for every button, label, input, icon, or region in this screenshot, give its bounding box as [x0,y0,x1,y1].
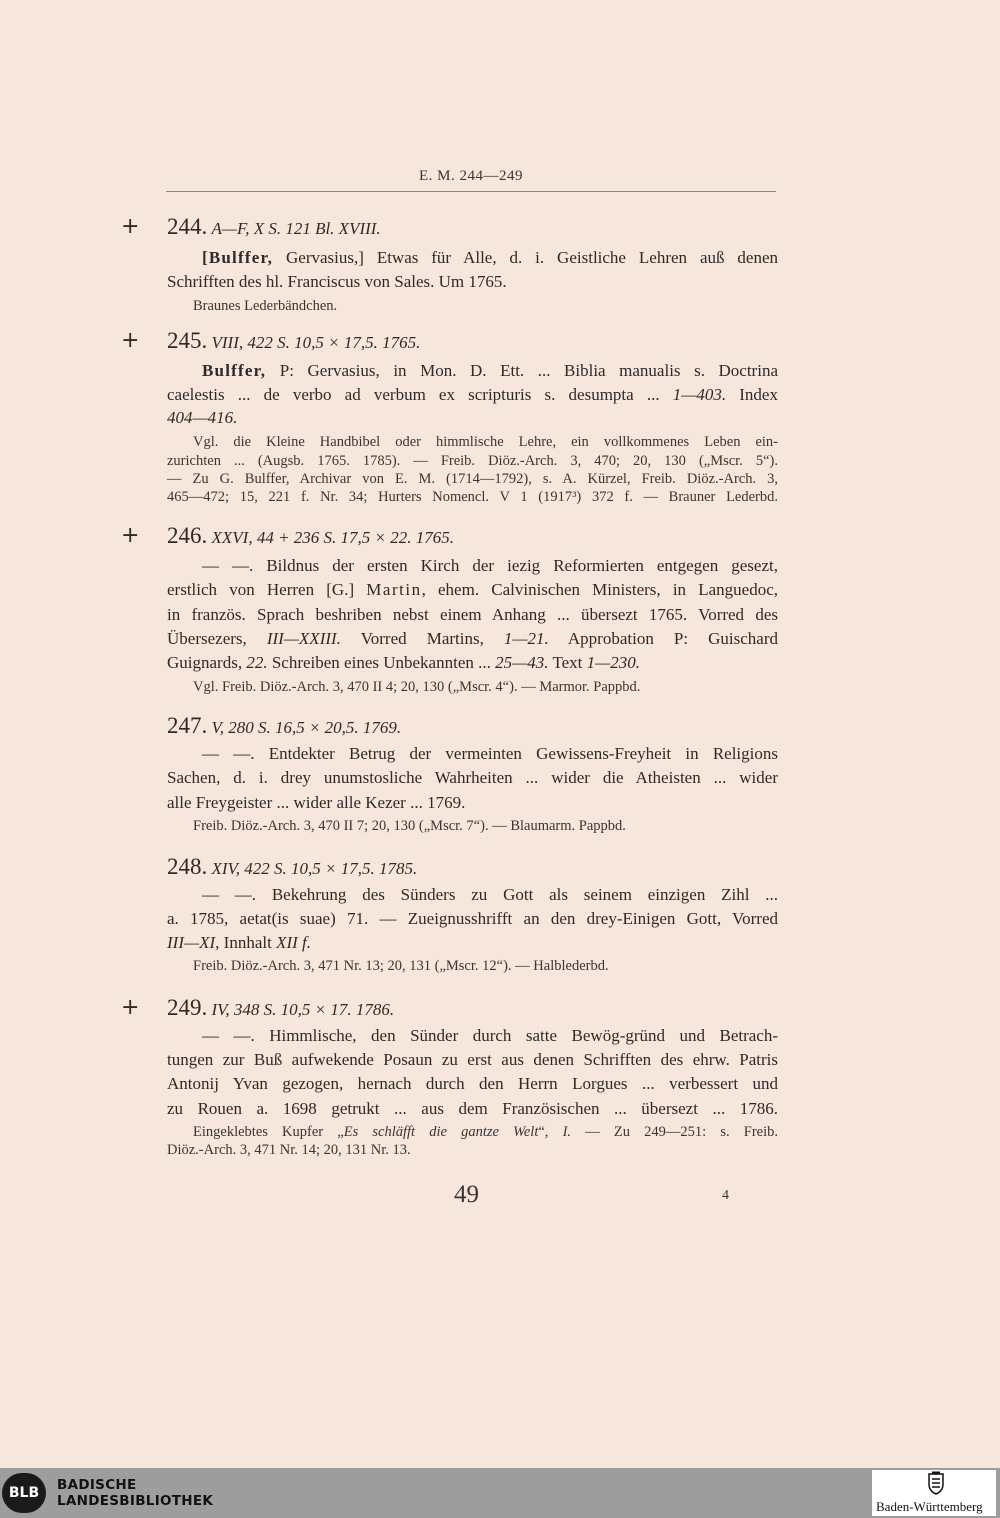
entry-text-line [167,653,778,673]
plus-mark: + [121,328,140,353]
page-range: 1—230. [586,653,641,672]
entry-note: Diöz.-Arch. 3, 471 Nr. 14; 20, 131 Nr. 13. [167,1142,411,1158]
entry-text-segment: Übersezers, [167,629,267,648]
entry-text-line [167,408,778,428]
entry-note: Vgl. Freib. Diöz.-Arch. 3, 470 II 4; 20, 130 („Mscr. 4“). — Marmor. Pappbd. [193,679,641,695]
entry-collation: IV, 348 S. 10,5 × 17. 1786. [211,1000,395,1019]
entry-note: zurichten ... (Augsb. 1765. 1785). — Freib. Diöz.-Arch. 3, 470; 20, 130 („Mscr. 5“). [167,453,778,469]
page-range: III—XXIII. [266,629,341,648]
entry-text-line [167,933,778,953]
entry-note [193,1124,778,1141]
header-rule [166,191,776,192]
entry-heading-248 [167,854,417,880]
entry-text-line: — —. Bildnus der ersten Kirch der iezig Reformierten entgegen gesezt, [202,556,778,575]
signature-mark: 4 [722,1188,729,1203]
entry-number: 249. [167,995,208,1020]
entry-text-line: — —. Bekehrung des Sünders zu Gott als seinem einzigen Zihl ... [202,885,778,904]
page-range: XII f. [276,933,311,952]
entry-text-segment: Guignards, [167,653,247,672]
library-name-line1: BADISCHE [57,1477,137,1493]
entry-text-line: tungen zur Buß aufwekende Posaun zu erst aus denen Schrifften des ehrw. Patris [167,1050,778,1069]
person-name: Martin [366,580,422,599]
entry-text-segment: Gervasius,] Etwas für Alle, d. i. Geistliche Lehren auß denen [273,248,778,267]
entry-heading-244 [167,214,381,240]
entry-text-line: — —. Himmlische, den Sünder durch satte Bewög-gründ und Betrach- [202,1026,778,1045]
page-range: 404—416. [167,408,238,427]
page-range: 1—403. [672,385,727,404]
entry-heading-245 [167,328,420,354]
entry-collation: V, 280 S. 16,5 × 20,5. 1769. [211,718,402,737]
state-name: Baden-Württemberg [876,1499,983,1514]
entry-text-line: — —. Entdekter Betrug der vermeinten Gewissens-Freyheit in Religions [202,744,778,763]
entry-text-segment: Innhalt [219,933,277,952]
entry-text-line: a. 1785, aetat(is suae) 71. — Zueignusshrifft an den drey-Einigen Gott, Vorred [167,909,778,928]
entry-text-segment: Approbation P: Guischard [548,629,778,648]
page-range: I. [562,1124,572,1140]
page-range: 25—43. [495,653,549,672]
entry-text-segment: erstlich von Herren [G.] [167,580,367,599]
entry-text-segment: caelestis ... de verbo ad verbum ex scripturis s. desumpta ... [167,385,673,404]
entry-text-segment: , ehem. Calvinischen Ministers, in Languedoc, [421,580,779,599]
entry-text-line [202,361,778,381]
entry-heading-247 [167,713,401,739]
entry-note: Vgl. die Kleine Handbibel oder himmlische Lehre, ein vollkommenes Leben ein- [193,434,778,450]
entry-text-line: Antonij Yvan gezogen, hernach durch den Herrn Lorgues ... verbessert und [167,1074,778,1093]
entry-text-line [167,629,778,649]
engraving-title: Es schläfft die gantze Welt [343,1124,539,1140]
entry-text-segment: — Zu 249—251: s. Freib. [571,1124,778,1140]
author-name: Bulffer, [202,361,267,380]
author-name: [Bulffer, [202,248,274,267]
entry-text-line: in französ. Sprach beshriben nebst einem Anhang ... übersezt 1765. Vorred des [167,605,778,624]
entry-number: 246. [167,523,208,548]
entry-note: 465—472; 15, 221 f. Nr. 34; Hurters Nomencl. V 1 (1917³) 372 f. — Brauner Lederbd. [167,489,778,505]
entry-note: Braunes Lederbändchen. [193,298,338,314]
entry-note: — Zu G. Bulffer, Archivar von E. M. (1714—1792), s. A. Kürzel, Freib. Diöz.-Arch. 3, [167,471,778,487]
entry-heading-246 [167,523,454,549]
entry-text-segment: Eingeklebtes Kupfer „ [193,1124,344,1140]
entry-text-line [167,385,778,405]
coat-of-arms-icon [926,1471,946,1495]
entry-text-segment: Text [548,653,587,672]
entry-collation: A—F, X S. 121 Bl. XVIII. [211,219,381,238]
entry-text-line [167,580,778,600]
plus-mark: + [121,995,140,1020]
entry-text-line [202,248,778,268]
blb-logo[interactable]: BLB [2,1473,46,1513]
running-head: E. M. 244—249 [419,168,523,184]
entry-text-segment: Vorred Martins, [340,629,504,648]
library-name-line2: LANDESBIBLIOTHEK [57,1493,214,1509]
plus-mark: + [121,523,140,548]
entry-text-segment: Index [726,385,778,404]
entry-note: Freib. Diöz.-Arch. 3, 471 Nr. 13; 20, 131 („Mscr. 12“). — Halblederbd. [193,958,609,974]
page-number: 49 [454,1181,479,1208]
page-range: III—XI, [167,933,220,952]
entry-number: 248. [167,854,208,879]
entry-text-line: alle Freygeister ... wider alle Kezer ... 1769. [167,793,466,812]
entry-text-segment: P: Gervasius, in Mon. D. Ett. ... Biblia manualis s. Doctrina [266,361,778,380]
plus-mark: + [121,214,140,239]
entry-text-segment: “, [538,1124,563,1140]
entry-text-line: Sachen, d. i. drey unumstosliche Wahrheiten ... wider die Atheisten ... wider [167,768,778,787]
entry-number: 245. [167,328,208,353]
entry-text-line: zu Rouen a. 1698 getrukt ... aus dem Französischen ... übersezt ... 1786. [167,1099,778,1118]
page-range: 1—21. [503,629,549,648]
entry-note: Freib. Diöz.-Arch. 3, 470 II 7; 20, 130 („Mscr. 7“). — Blaumarm. Pappbd. [193,818,626,834]
entry-collation: VIII, 422 S. 10,5 × 17,5. 1765. [211,333,421,352]
entry-collation: XIV, 422 S. 10,5 × 17,5. 1785. [211,859,418,878]
entry-number: 244. [167,214,208,239]
page-range: 22. [246,653,268,672]
library-name[interactable] [57,1477,213,1509]
entry-collation: XXVI, 44 + 236 S. 17,5 × 22. 1765. [211,528,455,547]
entry-text-segment: Schreiben eines Unbekannten ... [267,653,496,672]
entry-number: 247. [167,713,208,738]
entry-text-line: Schrifften des hl. Franciscus von Sales. Um 1765. [167,272,507,291]
entry-heading-249 [167,995,394,1021]
